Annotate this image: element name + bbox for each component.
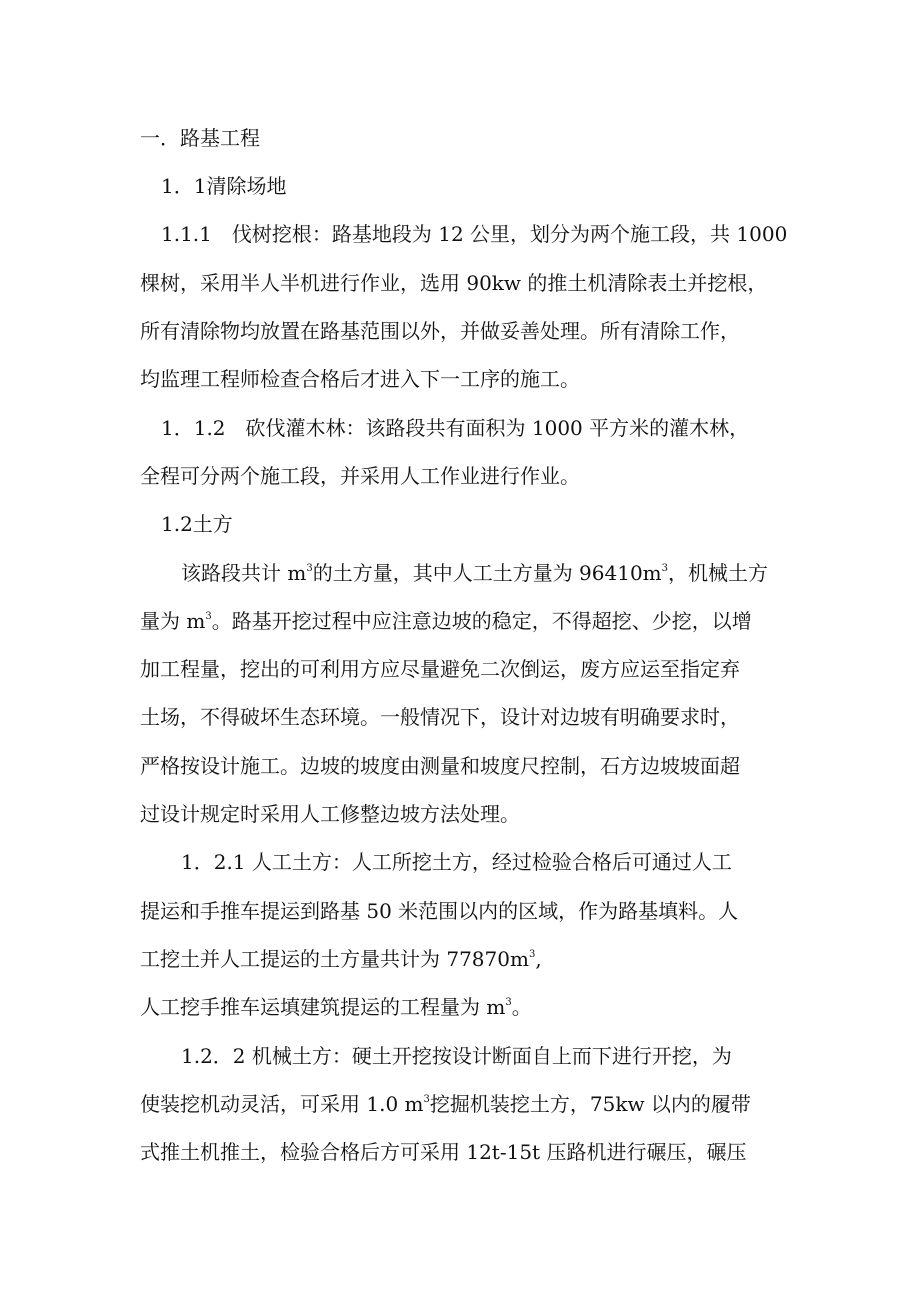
paragraph-line: 1.1.1 伐树挖根：路基地段为 12 公里，划分为两个施工段，共 1000: [161, 222, 788, 246]
text-run: 工挖土并人工提运的土方量共计为 77870m: [140, 947, 529, 971]
text-run: 的土方量，其中人工土方量为 96410m: [312, 561, 662, 585]
text-run: 挖掘机装挖土方，75kw 以内的履带: [429, 1092, 751, 1116]
paragraph-line: 1.2．2 机械土方：硬土开挖按设计断面自上而下进行开挖，为: [181, 1044, 732, 1068]
text-run: 该路段共计 m: [181, 561, 307, 585]
text-run: 使装挖机动灵活，可采用 1.0 m: [140, 1092, 424, 1116]
paragraph-line: 所有清除物均放置在路基范围以外，并做妥善处理。所有清除工作，: [140, 319, 740, 343]
superscript: 3: [661, 563, 669, 574]
paragraph-line: 提运和手推车提运到路基 50 米范围以内的区域，作为路基填料。人: [140, 899, 739, 923]
paragraph-line: [140, 609, 752, 633]
section-title-1-2: 1.2土方: [161, 512, 233, 536]
paragraph-line: 全程可分两个施工段，并采用人工作业进行作业。: [140, 464, 580, 488]
text-run: 人工挖手推车运填建筑提运的工程量为 m: [140, 995, 506, 1019]
paragraph-line: [140, 1092, 751, 1116]
paragraph-line: 式推土机推土，检验合格后方可采用 12t-15t 压路机进行碾压，碾压: [140, 1140, 747, 1164]
paragraph-line: [140, 995, 532, 1019]
superscript: 3: [528, 949, 536, 960]
paragraph-line: 严格按设计施工。边坡的坡度由测量和坡度尺控制，石方边坡坡面超: [140, 754, 740, 778]
section-title-1-1: 1．1清除场地: [161, 174, 287, 198]
text-run: 量为 m: [140, 609, 206, 633]
superscript: 3: [205, 611, 212, 622]
paragraph-line: 棵树，采用半人半机进行作业，选用 90kw 的推土机清除表土并挖根，: [140, 271, 768, 295]
text-run: ，机械土方: [668, 561, 769, 585]
paragraph-line: 1．2.1 人工土方：人工所挖土方，经过检验合格后可通过人工: [181, 850, 732, 874]
paragraph-line: 1．1.2 砍伐灌木林：该路段共有面积为 1000 平方米的灌木林，: [161, 416, 750, 440]
paragraph-line: 过设计规定时采用人工修整边坡方法处理。: [140, 802, 520, 826]
superscript: 3: [306, 563, 313, 574]
text-run: 。: [511, 995, 532, 1019]
paragraph-line: [181, 561, 768, 585]
text-run: ,: [535, 947, 542, 971]
text-run: 。路基开挖过程中应注意边坡的稳定，不得超挖、少挖，以增: [211, 609, 752, 633]
paragraph-line: 加工程量，挖出的可利用方应尽量避免二次倒运，废方应运至指定弃: [140, 657, 740, 681]
paragraph-line: 均监理工程师检查合格后才进入下一工序的施工。: [140, 367, 580, 391]
heading: 一．路基工程: [140, 126, 260, 150]
paragraph-line: [140, 947, 542, 971]
paragraph-line: 土场，不得破坏生态环境。一般情况下，设计对边坡有明确要求时，: [140, 705, 740, 729]
superscript: 3: [505, 997, 512, 1008]
superscript: 3: [423, 1094, 430, 1105]
